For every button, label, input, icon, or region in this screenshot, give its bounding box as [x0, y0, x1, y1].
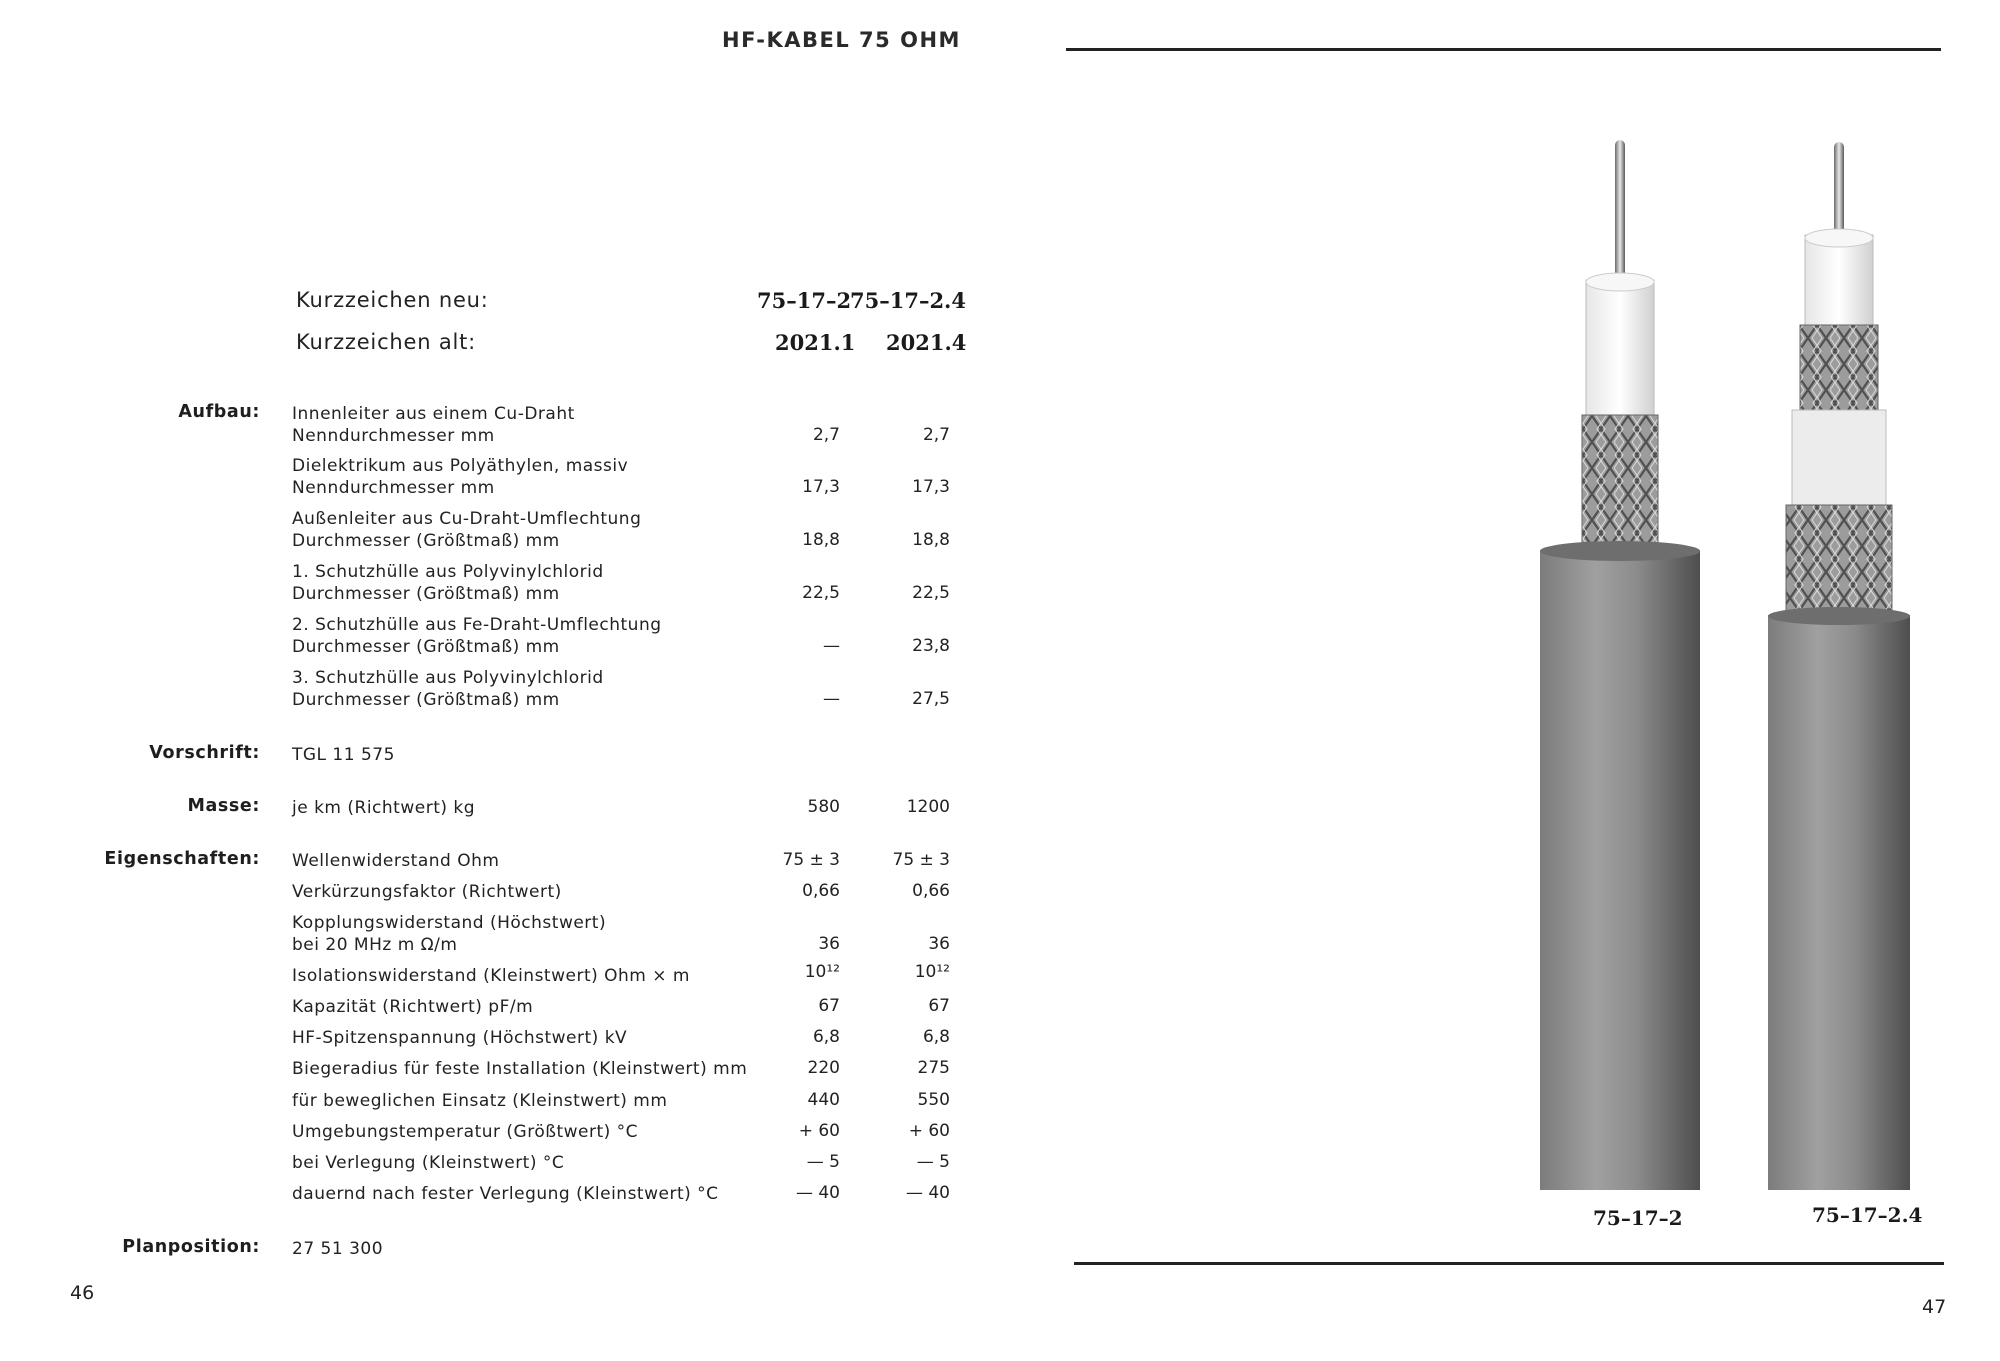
value-col1: 220: [807, 1058, 840, 1078]
eigenschaft-row: Kapazität (Richtwert) pF/m: [292, 997, 534, 1017]
kurzzeichen-neu-label: Kurzzeichen neu:: [296, 288, 489, 312]
value-col1: 10¹²: [804, 962, 840, 982]
row-label-2: Nenndurchmesser mm: [292, 426, 495, 446]
aufbau-row: [292, 561, 604, 605]
masse-label: je km (Richtwert) kg: [292, 798, 476, 818]
top-rule-right: [1066, 48, 1941, 51]
value-col1: 75 ± 3: [782, 850, 840, 870]
aufbau-row: [292, 614, 662, 658]
value-col2: 23,8: [912, 636, 950, 656]
page-number-left: 46: [70, 1282, 95, 1304]
value-col1: 440: [807, 1090, 840, 1110]
value-col1: 67: [818, 996, 840, 1016]
value-col2: 75 ± 3: [892, 850, 950, 870]
page-title: HF-KABEL 75 OHM: [722, 28, 961, 52]
value-col1: 2,7: [812, 425, 840, 445]
value-col2: 275: [917, 1058, 950, 1078]
caption-75-17-2: 75–17–2: [1593, 1206, 1683, 1230]
value-col2: 550: [917, 1090, 950, 1110]
value-col1: 580: [807, 797, 840, 817]
planposition-value: 27 51 300: [292, 1239, 384, 1259]
eigenschaft-row: HF-Spitzenspannung (Höchstwert) kV: [292, 1028, 628, 1048]
section-masse: Masse:: [187, 796, 260, 816]
value-col1: —: [823, 636, 840, 656]
value-col1: + 60: [798, 1121, 840, 1141]
eigenschaft-row: [292, 912, 606, 956]
coaxial-cable-illustration: [1520, 130, 1960, 1190]
value-col2: 6,8: [922, 1027, 950, 1047]
row-label-2: Durchmesser (Größtmaß) mm: [292, 690, 560, 710]
row-label-2: bei 20 MHz m Ω/m: [292, 935, 458, 955]
code-alt-1: 2021.1: [775, 330, 856, 355]
section-planposition: Planposition:: [122, 1237, 260, 1257]
eigenschaft-row: für beweglichen Einsatz (Kleinstwert) mm: [292, 1091, 668, 1111]
value-col1: 22,5: [802, 583, 840, 603]
value-col2: — 40: [905, 1183, 950, 1203]
row-label: 1. Schutzhülle aus Polyvinylchlorid: [292, 562, 604, 582]
value-col2: 36: [928, 934, 950, 954]
value-col1: 36: [818, 934, 840, 954]
page-number-right: 47: [1922, 1296, 1947, 1318]
eigenschaft-row: bei Verlegung (Kleinstwert) °C: [292, 1153, 565, 1173]
row-label-2: Durchmesser (Größtmaß) mm: [292, 637, 560, 657]
value-col2: 10¹²: [914, 962, 950, 982]
value-col2: 22,5: [912, 583, 950, 603]
bottom-rule-right: [1074, 1262, 1944, 1265]
eigenschaft-row: Verkürzungsfaktor (Richtwert): [292, 882, 562, 902]
row-label: Dielektrikum aus Polyäthylen, massiv: [292, 456, 629, 476]
code-neu-1: 75–17–2: [757, 288, 852, 313]
row-label: 3. Schutzhülle aus Polyvinylchlorid: [292, 668, 604, 688]
cable-75-17-2-4: [1768, 142, 1910, 1190]
value-col2: 1200: [906, 797, 950, 817]
eigenschaft-row: dauernd nach fester Verlegung (Kleinstwert) °C: [292, 1184, 719, 1204]
value-col1: — 40: [795, 1183, 840, 1203]
eigenschaft-row: Isolationswiderstand (Kleinstwert) Ohm × m: [292, 966, 690, 986]
code-alt-2: 2021.4: [886, 330, 967, 355]
value-col2: 2,7: [922, 425, 950, 445]
aufbau-row: [292, 508, 641, 552]
value-col2: + 60: [908, 1121, 950, 1141]
cable-75-17-2: [1540, 140, 1700, 1190]
eigenschaft-row: Biegeradius für feste Installation (Kleinstwert) mm: [292, 1059, 748, 1079]
row-label: Kopplungswiderstand (Höchstwert): [292, 913, 607, 933]
value-col2: 27,5: [912, 689, 950, 709]
aufbau-row: [292, 403, 575, 447]
section-eigenschaften: Eigenschaften:: [104, 849, 260, 869]
kurzzeichen-alt-label: Kurzzeichen alt:: [296, 330, 477, 354]
section-aufbau: Aufbau:: [178, 402, 260, 422]
caption-75-17-2-4: 75–17–2.4: [1812, 1203, 1923, 1227]
row-label-2: Durchmesser (Größtmaß) mm: [292, 531, 560, 551]
eigenschaft-row: Umgebungstemperatur (Größtwert) °C: [292, 1122, 639, 1142]
row-label: Außenleiter aus Cu-Draht-Umflechtung: [292, 509, 642, 529]
eigenschaft-row: Wellenwiderstand Ohm: [292, 851, 500, 871]
value-col2: — 5: [916, 1152, 950, 1172]
value-col1: — 5: [806, 1152, 840, 1172]
row-label-2: Nenndurchmesser mm: [292, 478, 495, 498]
value-col1: 6,8: [812, 1027, 840, 1047]
row-label-2: Durchmesser (Größtmaß) mm: [292, 584, 560, 604]
aufbau-row: [292, 667, 604, 711]
code-neu-2: 75–17–2.4: [850, 288, 966, 313]
row-label: 2. Schutzhülle aus Fe-Draht-Umflechtung: [292, 615, 662, 635]
value-col2: 18,8: [912, 530, 950, 550]
value-col1: 17,3: [802, 477, 840, 497]
value-col2: 67: [928, 996, 950, 1016]
value-col2: 0,66: [912, 881, 950, 901]
aufbau-row: [292, 455, 628, 499]
row-label: Innenleiter aus einem Cu-Draht: [292, 404, 575, 424]
section-vorschrift: Vorschrift:: [149, 743, 260, 763]
value-col1: —: [823, 689, 840, 709]
value-col1: 0,66: [802, 881, 840, 901]
vorschrift-value: TGL 11 575: [292, 745, 395, 765]
value-col1: 18,8: [802, 530, 840, 550]
value-col2: 17,3: [912, 477, 950, 497]
